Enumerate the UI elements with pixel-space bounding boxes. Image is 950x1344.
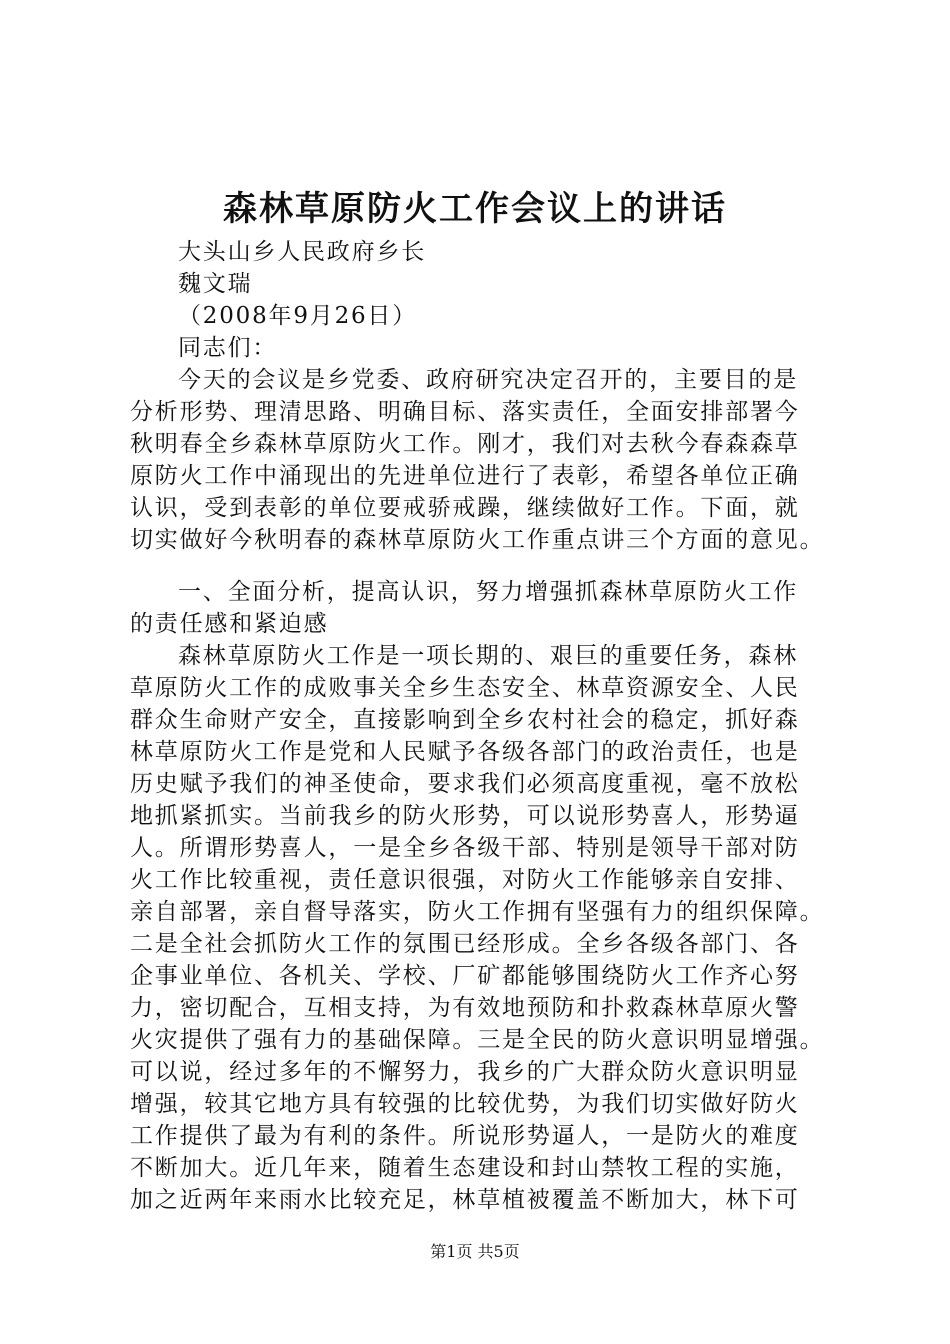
paragraph-line: 增强，较其它地方具有较强的比较优势，为我们切实做好防火: [130, 1091, 800, 1117]
paragraph-line: 认识，受到表彰的单位要戒骄戒躁，继续做好工作。下面，就: [130, 495, 800, 521]
paragraph-line: 分析形势、理清思路、明确目标、落实责任，全面安排部署今: [130, 399, 800, 425]
paragraph-line: 历史赋予我们的神圣使命，要求我们必须高度重视，毫不放松: [130, 771, 800, 797]
paragraph-line: 火工作比较重视，责任意识很强，对防火工作能够亲自安排、: [130, 867, 800, 893]
paragraph-line: 草原防火工作的成败事关全乡生态安全、林草资源安全、人民: [130, 675, 800, 701]
paragraph-line: 可以说，经过多年的不懈努力，我乡的广大群众防火意识明显: [130, 1059, 800, 1085]
paragraph-line: 森林草原防火工作是一项长期的、艰巨的重要任务，森林: [178, 643, 798, 669]
paragraph-line: 地抓紧抓实。当前我乡的防火形势，可以说形势喜人，形势逼: [130, 803, 800, 829]
paragraph-line: 加之近两年来雨水比较充足，林草植被覆盖不断加大，林下可: [130, 1187, 800, 1213]
paragraph-line: 人。所谓形势喜人，一是全乡各级干部、特别是领导干部对防: [130, 835, 800, 861]
section-heading: 一、全面分析，提高认识，努力增强抓森林草原防火工作: [178, 579, 798, 605]
document-title: 森林草原防火工作会议上的讲话: [223, 189, 727, 229]
document-body: [130, 236, 860, 1216]
paragraph-line: 林草原防火工作是党和人民赋予各级各部门的政治责任，也是: [130, 739, 800, 765]
paragraph-line: 原防火工作中涌现出的先进单位进行了表彰，希望各单位正确: [130, 463, 800, 489]
paragraph-line: 亲自部署，亲自督导落实，防火工作拥有坚强有力的组织保障。: [130, 899, 825, 925]
paragraph-line: 企事业单位、各机关、学校、厂矿都能够围绕防火工作齐心努: [130, 963, 800, 989]
speaker-name: 魏文瑞: [178, 271, 253, 297]
salutation: 同志们：: [178, 335, 278, 361]
paragraph-line: 切实做好今秋明春的森林草原防火工作重点讲三个方面的意见。: [130, 527, 825, 553]
paragraph-line: 二是全社会抓防火工作的氛围已经形成。全乡各级各部门、各: [130, 931, 800, 957]
paragraph-line: 不断加大。近几年来，随着生态建设和封山禁牧工程的实施，: [130, 1155, 800, 1181]
paragraph-line: 群众生命财产安全，直接影响到全乡农村社会的稳定，抓好森: [130, 707, 800, 733]
paragraph-gap: [130, 556, 860, 576]
speech-date: （2008年9月26日）: [178, 303, 418, 329]
speaker-affiliation: 大头山乡人民政府乡长: [178, 239, 426, 265]
paragraph-line: 力，密切配合，互相支持，为有效地预防和扑救森林草原火警: [130, 995, 800, 1021]
paragraph-line: 今天的会议是乡党委、政府研究决定召开的，主要目的是: [178, 367, 798, 393]
section-heading: 的责任感和紧迫感: [130, 611, 329, 637]
paragraph-line: 秋明春全乡森林草原防火工作。刚才，我们对去秋今春森森草: [130, 431, 800, 457]
page-indicator: 第1页 共5页: [430, 1242, 520, 1261]
paragraph-line: 工作提供了最为有利的条件。所说形势逼人，一是防火的难度: [130, 1123, 800, 1149]
paragraph-line: 火灾提供了强有力的基础保障。三是全民的防火意识明显增强。: [130, 1027, 825, 1053]
